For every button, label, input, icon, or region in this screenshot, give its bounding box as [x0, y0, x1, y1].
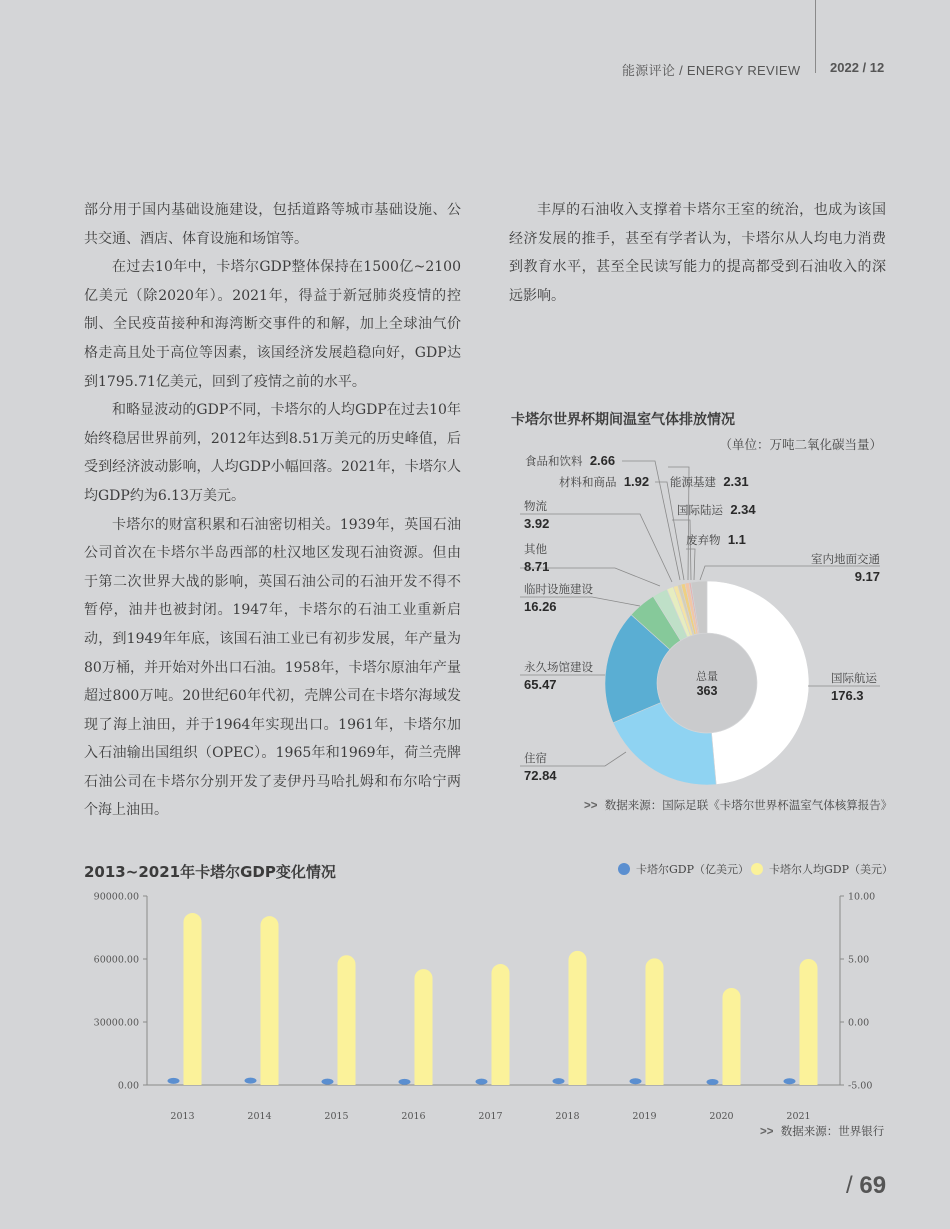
x-tick-label: 2016 — [401, 1111, 426, 1122]
issue-number: 2022 / 12 — [830, 60, 885, 75]
label-materials: 材料和商品 1.92 — [559, 474, 650, 489]
label-land: 国际陆运 2.34 — [677, 502, 756, 517]
donut-center-label: 总量 — [696, 670, 718, 683]
legend-item-percapita: 卡塔尔人均GDP（美元） — [751, 861, 893, 877]
donut-chart-unit: （单位：万吨二氧化碳当量） — [719, 437, 882, 452]
percapita-bar-2021 — [800, 959, 818, 1085]
paragraph: 部分用于国内基础设施建设，包括道路等城市基础设施、公共交通、酒店、体育设施和场馆等。 — [84, 202, 461, 247]
percapita-bar-2016 — [415, 969, 433, 1085]
percapita-bar-2013 — [184, 913, 202, 1085]
label-other: 其他 8.71 — [524, 542, 550, 574]
paragraph: 丰厚的石油收入支撑着卡塔尔王室的统治，也成为该国经济发展的推手，甚至有学者认为，卡塔尔从人均电力消费到教育水平，甚至全民读写能力的提高都受到石油收入的深远影响。 — [509, 202, 886, 304]
label-waste: 废弃物 1.1 — [686, 532, 746, 547]
paragraph: 卡塔尔的财富积累和石油密切相关。1939年，英国石油公司首次在卡塔尔半岛西部的杜汉地区发现石油资源。但由于第二次世界大战的影响，英国石油公司的石油开发不得不暂停，油井也被封闭。1947年，卡塔尔的石油工业重新启动，到1949年年底，该国石油工业已有初步发展，年产量为80万桶，并开始对外出口石油。1958年，卡塔尔原油年产量超过800万吨。20世纪60年代初，壳牌公司在卡塔尔海域发现了海上油田，并于1964年实现出口。1961年，卡塔尔加入石油输出国组织（OPEC）。1965年和1969年，荷兰壳牌石油公司在卡塔尔分别开发了麦伊丹马哈扎姆和布尔哈宁两个海上油田。 — [84, 516, 461, 819]
label-lodging: 住宿 72.84 — [524, 751, 557, 783]
label-food: 食品和饮料 2.66 — [525, 453, 616, 468]
donut-center-value: 363 — [696, 684, 718, 698]
label-indoor: 室内地面交通 9.17 — [811, 552, 880, 584]
gdp-point-2017 — [476, 1079, 488, 1085]
label-logistics: 物流 3.92 — [524, 499, 550, 531]
percapita-bar-2020 — [723, 988, 741, 1085]
paragraph: 在过去10年中，卡塔尔GDP整体保持在1500亿~2100亿美元（除2020年）。2021年，得益于新冠肺炎疫情的控制、全民疫苗接种和海湾断交事件的和解，加上全球油气价格走高且处于高位等因素，该国经济发展趋稳向好，GDP达到1795.71亿美元，回到了疫情之前的水平。 — [84, 259, 461, 390]
y-right-tick-label: 5.00 — [848, 954, 870, 966]
bar-source: >> 数据来源：世界银行 — [760, 1124, 885, 1138]
bar-chart-title: 2013~2021年卡塔尔GDP变化情况 — [84, 863, 336, 881]
label-temp: 临时设施建设 16.26 — [524, 582, 593, 614]
gdp-point-2015 — [322, 1079, 334, 1085]
y-left-tick-label: 30000.00 — [93, 1017, 139, 1029]
percapita-bar-2017 — [492, 964, 510, 1085]
percapita-bar-2019 — [646, 958, 664, 1085]
x-tick-label: 2021 — [786, 1111, 811, 1122]
gdp-point-2021 — [784, 1078, 796, 1084]
y-left-tick-label: 90000.00 — [93, 891, 139, 903]
page-number: / 69 — [846, 1172, 887, 1199]
legend-dot-gdp — [618, 863, 630, 875]
magazine-name: 能源评论 / ENERGY REVIEW — [622, 63, 801, 78]
y-right-tick-label: 10.00 — [848, 891, 876, 903]
donut-hole — [658, 634, 757, 733]
paragraph: 和略显波动的GDP不同，卡塔尔的人均GDP在过去10年始终稳居世界前列，2012年达到8.51万美元的历史峰值，后受到经济波动影响，人均GDP小幅回落。2021年，卡塔尔人均GDP约为6.13万美元。 — [84, 402, 461, 504]
gdp-point-2016 — [399, 1079, 411, 1085]
x-tick-label: 2017 — [478, 1111, 503, 1122]
donut-chart-title: 卡塔尔世界杯期间温室气体排放情况 — [511, 412, 735, 428]
gdp-point-2014 — [245, 1078, 257, 1084]
x-tick-label: 2020 — [709, 1111, 734, 1122]
legend-item-gdp: 卡塔尔GDP（亿美元） — [618, 861, 749, 877]
x-tick-label: 2018 — [555, 1111, 580, 1122]
percapita-bar-2018 — [569, 951, 587, 1085]
x-tick-label: 2013 — [170, 1111, 195, 1122]
legend-dot-percapita — [751, 863, 763, 875]
gdp-point-2019 — [630, 1078, 642, 1084]
x-tick-label: 2014 — [247, 1111, 272, 1122]
label-shipping: 国际航运 176.3 — [831, 671, 877, 703]
x-tick-label: 2019 — [632, 1111, 657, 1122]
y-right-tick-label: 0.00 — [848, 1017, 870, 1029]
label-perm: 永久场馆建设 65.47 — [524, 660, 593, 692]
gdp-point-2018 — [553, 1078, 565, 1084]
gdp-point-2020 — [707, 1079, 719, 1085]
x-tick-label: 2015 — [324, 1111, 349, 1122]
percapita-bar-2015 — [338, 955, 356, 1085]
percapita-bar-2014 — [261, 916, 279, 1085]
y-right-tick-label: -5.00 — [848, 1080, 873, 1092]
donut-source: >> 数据来源：国际足联《卡塔尔世界杯温室气体核算报告》 — [584, 798, 893, 812]
gdp-point-2013 — [168, 1078, 180, 1084]
y-left-tick-label: 0.00 — [117, 1080, 139, 1092]
label-energy: 能源基建 2.31 — [670, 474, 749, 489]
y-left-tick-label: 60000.00 — [93, 954, 139, 966]
bar-chart — [0, 880, 950, 1130]
